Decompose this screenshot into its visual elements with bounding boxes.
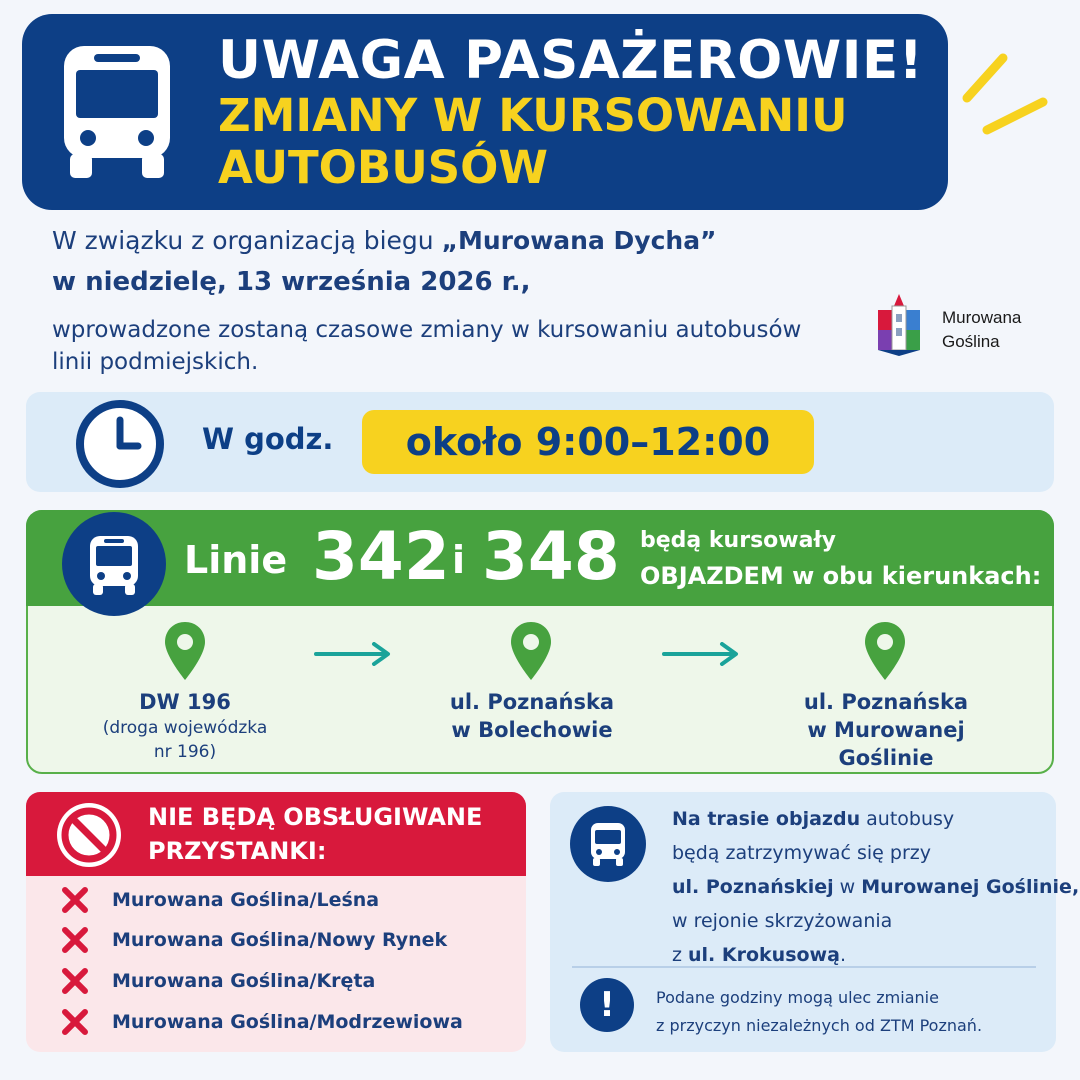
line-number-348: 348 xyxy=(482,518,620,595)
route-stop-3: ul. Poznańska w Murowanej Goślinie xyxy=(803,690,969,770)
decorative-lines-icon xyxy=(955,50,1055,150)
line-number-342: 342 xyxy=(312,518,450,595)
route-stop-2: ul. Poznańska w Bolechowie xyxy=(449,690,615,742)
header-title: UWAGA PASAŻEROWIE! xyxy=(218,30,924,91)
closed-stop-item: Murowana Goślina/Leśna xyxy=(60,885,379,915)
intro-line1: W związku z organizacją biegu „Murowana Dycha” xyxy=(52,226,717,255)
closed-stops-title: NIE BĘDĄ OBSŁUGIWANE PRZYSTANKI: xyxy=(148,803,483,865)
lines-conjunction: i xyxy=(452,538,466,582)
town-logo-icon xyxy=(874,292,924,356)
warning-icon: ! xyxy=(580,978,634,1032)
lines-label: Linie xyxy=(184,538,288,582)
closed-stop-item: Murowana Goślina/Kręta xyxy=(60,966,375,996)
hours-label: W godz. xyxy=(202,422,334,456)
closed-stop-item: Murowana Goślina/Nowy Rynek xyxy=(60,925,447,955)
clock-icon xyxy=(74,398,166,490)
route-bus-badge xyxy=(62,512,166,616)
intro-description: wprowadzone zostaną czasowe zmiany w kursowaniu autobusów linii podmiejskich. xyxy=(52,317,802,375)
info-divider xyxy=(572,966,1036,968)
location-pin-icon xyxy=(508,620,554,682)
detour-bus-badge xyxy=(570,806,646,882)
intro-date: w niedzielę, 13 września 2026 r., xyxy=(52,267,531,297)
town-logo-text: Murowana Goślina xyxy=(942,308,1022,351)
cross-icon xyxy=(60,925,90,955)
arrow-right-icon xyxy=(314,642,392,666)
cross-icon xyxy=(60,966,90,996)
header-subtitle: ZMIANY W KURSOWANIU AUTOBUSÓW xyxy=(218,89,848,194)
route-stop-1: DW 196 (droga wojewódzka nr 196) xyxy=(102,690,268,762)
route-note-line2: OBJAZDEM w obu kierunkach: xyxy=(640,562,1042,590)
event-name: „Murowana Dycha” xyxy=(441,226,717,255)
bus-icon xyxy=(88,534,140,596)
bus-icon xyxy=(58,42,176,182)
hours-value: około 9:00–12:00 xyxy=(362,410,814,474)
location-pin-icon xyxy=(162,620,208,682)
arrow-right-icon xyxy=(662,642,740,666)
detour-info-text: Na trasie objazdu autobusy będą zatrzymywać się przy ul. Poznańskiej w Murowanej Goślinie, w rejonie skrzyżowania z ul. Krokusową. xyxy=(672,808,1080,966)
location-pin-icon xyxy=(862,620,908,682)
no-entry-icon xyxy=(52,798,126,872)
cross-icon xyxy=(60,885,90,915)
cross-icon xyxy=(60,1007,90,1037)
bus-icon xyxy=(589,821,627,867)
warning-text: Podane godziny mogą ulec zmianie z przyczyn niezależnych od ZTM Poznań. xyxy=(656,988,983,1035)
closed-stop-item: Murowana Goślina/Modrzewiowa xyxy=(60,1007,463,1037)
route-note-line1: będą kursowały xyxy=(640,528,836,553)
